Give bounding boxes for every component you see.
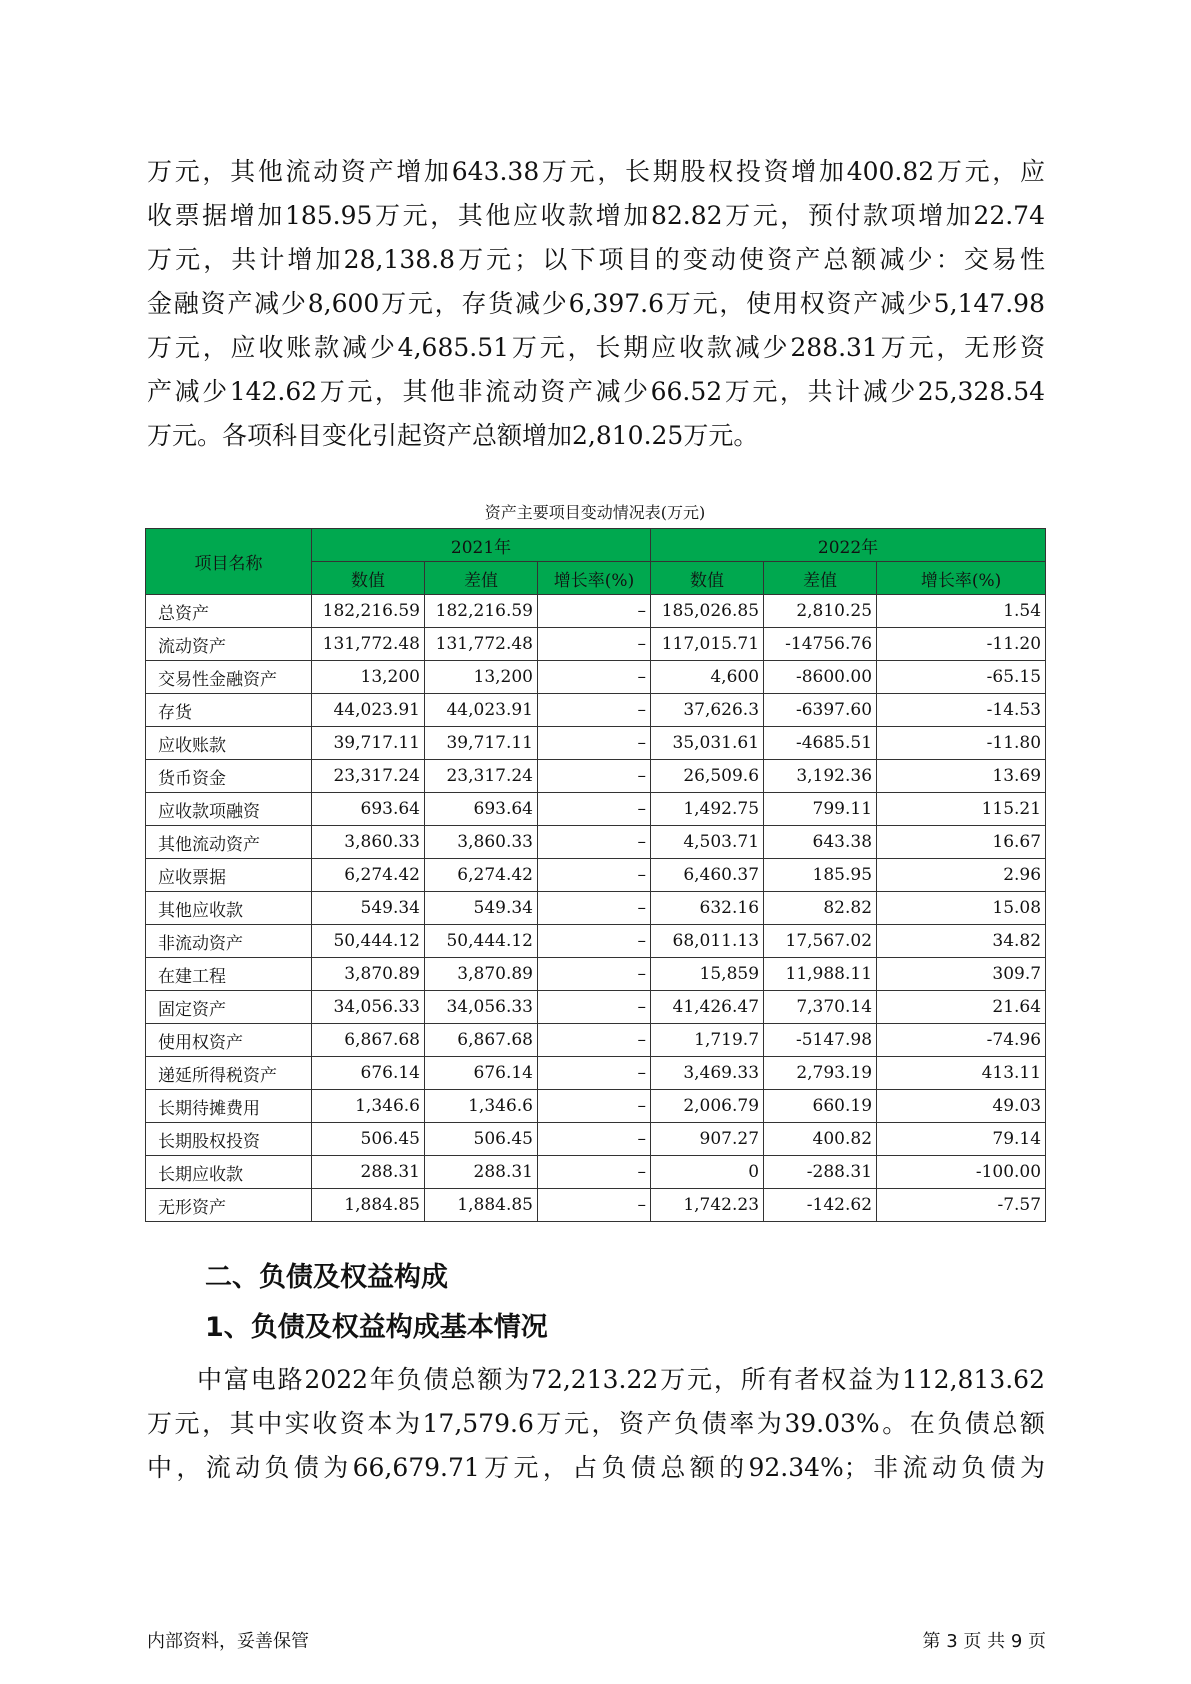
row-name-cell: 应收款项融资	[146, 793, 312, 826]
table-row	[146, 892, 1046, 925]
diff-2022-cell: 643.38	[764, 826, 877, 859]
row-name-cell: 长期股权投资	[146, 1123, 312, 1156]
diff-2022-cell: 400.82	[764, 1123, 877, 1156]
value-2022-cell: 1,492.75	[651, 793, 764, 826]
diff-2022-cell: 7,370.14	[764, 991, 877, 1024]
row-name-cell: 递延所得税资产	[146, 1057, 312, 1090]
diff-2022-cell: 17,567.02	[764, 925, 877, 958]
row-name-cell: 使用权资产	[146, 1024, 312, 1057]
rate-2021-cell: –	[538, 826, 651, 859]
rate-2022-cell: -14.53	[877, 694, 1046, 727]
row-name-cell: 存货	[146, 694, 312, 727]
value-2021-cell: 44,023.91	[312, 694, 425, 727]
paragraph-line: 中富电路2022年负债总额为72,213.22万元，所有者权益为112,813.62	[197, 1365, 1045, 1394]
row-name-cell: 长期应收款	[146, 1156, 312, 1189]
table-row	[146, 826, 1046, 859]
table-row	[146, 958, 1046, 991]
diff-2022-cell: -288.31	[764, 1156, 877, 1189]
row-name-cell: 交易性金融资产	[146, 661, 312, 694]
value-2021-cell: 676.14	[312, 1057, 425, 1090]
table-row	[146, 628, 1046, 661]
table-row	[146, 793, 1046, 826]
diff-2022-cell: 82.82	[764, 892, 877, 925]
diff-2021-cell: 182,216.59	[425, 595, 538, 628]
liability-paragraph	[147, 1358, 1045, 1490]
rate-2022-cell: 413.11	[877, 1057, 1046, 1090]
rate-2021-cell: –	[538, 760, 651, 793]
header-diff-2021: 差值	[425, 562, 538, 595]
diff-2022-cell: -6397.60	[764, 694, 877, 727]
section-heading: 二、负债及权益构成	[205, 1262, 448, 1293]
table-row	[146, 991, 1046, 1024]
value-2021-cell: 1,884.85	[312, 1189, 425, 1222]
table-row	[146, 1156, 1046, 1189]
rate-2022-cell: 49.03	[877, 1090, 1046, 1123]
footer-confidential-note: 内部资料，妥善保管	[147, 1631, 309, 1652]
row-name-cell: 应收账款	[146, 727, 312, 760]
diff-2021-cell: 3,860.33	[425, 826, 538, 859]
table-row	[146, 925, 1046, 958]
value-2022-cell: 26,509.6	[651, 760, 764, 793]
rate-2022-cell: 16.67	[877, 826, 1046, 859]
rate-2021-cell: –	[538, 859, 651, 892]
row-name-cell: 在建工程	[146, 958, 312, 991]
row-name-cell: 其他应收款	[146, 892, 312, 925]
diff-2022-cell: 660.19	[764, 1090, 877, 1123]
rate-2022-cell: -65.15	[877, 661, 1046, 694]
diff-2021-cell: 13,200	[425, 661, 538, 694]
table-row	[146, 760, 1046, 793]
paragraph-line: 万元，共计增加28,138.8万元；以下项目的变动使资产总额减少：交易性	[147, 245, 1045, 274]
diff-2021-cell: 549.34	[425, 892, 538, 925]
row-name-cell: 无形资产	[146, 1189, 312, 1222]
value-2022-cell: 4,600	[651, 661, 764, 694]
asset-change-paragraph	[147, 150, 1045, 458]
diff-2021-cell: 1,884.85	[425, 1189, 538, 1222]
diff-2021-cell: 506.45	[425, 1123, 538, 1156]
rate-2021-cell: –	[538, 958, 651, 991]
rate-2022-cell: -11.80	[877, 727, 1046, 760]
row-name-cell: 流动资产	[146, 628, 312, 661]
value-2021-cell: 34,056.33	[312, 991, 425, 1024]
value-2021-cell: 182,216.59	[312, 595, 425, 628]
rate-2022-cell: -100.00	[877, 1156, 1046, 1189]
value-2021-cell: 693.64	[312, 793, 425, 826]
value-2021-cell: 13,200	[312, 661, 425, 694]
row-name-cell: 固定资产	[146, 991, 312, 1024]
diff-2022-cell: -8600.00	[764, 661, 877, 694]
diff-2022-cell: -5147.98	[764, 1024, 877, 1057]
diff-2021-cell: 39,717.11	[425, 727, 538, 760]
value-2021-cell: 549.34	[312, 892, 425, 925]
paragraph-line: 万元，应收账款减少4,685.51万元，长期应收款减少288.31万元，无形资	[147, 333, 1045, 362]
value-2021-cell: 50,444.12	[312, 925, 425, 958]
row-name-cell: 长期待摊费用	[146, 1090, 312, 1123]
rate-2021-cell: –	[538, 1123, 651, 1156]
paragraph-line: 中，流动负债为66,679.71万元，占负债总额的92.34%；非流动负债为	[147, 1453, 1045, 1482]
diff-2021-cell: 50,444.12	[425, 925, 538, 958]
rate-2021-cell: –	[538, 1156, 651, 1189]
value-2022-cell: 4,503.71	[651, 826, 764, 859]
value-2022-cell: 2,006.79	[651, 1090, 764, 1123]
diff-2022-cell: 185.95	[764, 859, 877, 892]
rate-2021-cell: –	[538, 1090, 651, 1123]
rate-2022-cell: -74.96	[877, 1024, 1046, 1057]
diff-2021-cell: 44,023.91	[425, 694, 538, 727]
rate-2022-cell: 115.21	[877, 793, 1046, 826]
value-2021-cell: 131,772.48	[312, 628, 425, 661]
value-2022-cell: 41,426.47	[651, 991, 764, 1024]
rate-2022-cell: 21.64	[877, 991, 1046, 1024]
diff-2021-cell: 6,867.68	[425, 1024, 538, 1057]
rate-2021-cell: –	[538, 892, 651, 925]
table-row	[146, 1057, 1046, 1090]
value-2022-cell: 907.27	[651, 1123, 764, 1156]
row-name-cell: 其他流动资产	[146, 826, 312, 859]
paragraph-line: 万元，其中实收资本为17,579.6万元，资产负债率为39.03%。在负债总额	[147, 1409, 1045, 1438]
header-value-2022: 数值	[651, 562, 764, 595]
paragraph-line: 万元。各项科目变化引起资产总额增加2,810.25万元。	[147, 421, 759, 450]
header-rate-2022: 增长率(%)	[877, 562, 1046, 595]
diff-2021-cell: 676.14	[425, 1057, 538, 1090]
value-2021-cell: 3,860.33	[312, 826, 425, 859]
value-2022-cell: 1,742.23	[651, 1189, 764, 1222]
value-2022-cell: 185,026.85	[651, 595, 764, 628]
table-row	[146, 1090, 1046, 1123]
rate-2022-cell: 15.08	[877, 892, 1046, 925]
value-2021-cell: 23,317.24	[312, 760, 425, 793]
paragraph-line: 万元，其他流动资产增加643.38万元，长期股权投资增加400.82万元，应	[147, 157, 1045, 186]
value-2021-cell: 288.31	[312, 1156, 425, 1189]
rate-2022-cell: 1.54	[877, 595, 1046, 628]
table-row	[146, 694, 1046, 727]
asset-change-table	[145, 528, 1046, 1222]
value-2022-cell: 117,015.71	[651, 628, 764, 661]
table-row	[146, 1123, 1046, 1156]
table-row	[146, 595, 1046, 628]
rate-2021-cell: –	[538, 1057, 651, 1090]
rate-2021-cell: –	[538, 991, 651, 1024]
paragraph-line: 产减少142.62万元，其他非流动资产减少66.52万元，共计减少25,328.54	[147, 377, 1045, 406]
row-name-cell: 总资产	[146, 595, 312, 628]
diff-2022-cell: -142.62	[764, 1189, 877, 1222]
table-row	[146, 1024, 1046, 1057]
value-2022-cell: 37,626.3	[651, 694, 764, 727]
header-diff-2022: 差值	[764, 562, 877, 595]
table-row	[146, 661, 1046, 694]
header-value-2021: 数值	[312, 562, 425, 595]
diff-2021-cell: 288.31	[425, 1156, 538, 1189]
row-name-cell: 非流动资产	[146, 925, 312, 958]
table-caption: 资产主要项目变动情况表(万元)	[484, 503, 706, 522]
rate-2021-cell: –	[538, 1189, 651, 1222]
diff-2021-cell: 131,772.48	[425, 628, 538, 661]
header-item-name: 项目名称	[146, 529, 312, 595]
value-2021-cell: 6,867.68	[312, 1024, 425, 1057]
diff-2022-cell: -14756.76	[764, 628, 877, 661]
diff-2022-cell: -4685.51	[764, 727, 877, 760]
row-name-cell: 货币资金	[146, 760, 312, 793]
value-2022-cell: 6,460.37	[651, 859, 764, 892]
diff-2022-cell: 799.11	[764, 793, 877, 826]
rate-2022-cell: -11.20	[877, 628, 1046, 661]
rate-2021-cell: –	[538, 1024, 651, 1057]
diff-2022-cell: 3,192.36	[764, 760, 877, 793]
value-2022-cell: 35,031.61	[651, 727, 764, 760]
value-2022-cell: 632.16	[651, 892, 764, 925]
diff-2021-cell: 23,317.24	[425, 760, 538, 793]
diff-2021-cell: 6,274.42	[425, 859, 538, 892]
value-2022-cell: 15,859	[651, 958, 764, 991]
value-2021-cell: 6,274.42	[312, 859, 425, 892]
value-2021-cell: 3,870.89	[312, 958, 425, 991]
paragraph-line: 收票据增加185.95万元，其他应收款增加82.82万元，预付款项增加22.74	[147, 201, 1045, 230]
rate-2021-cell: –	[538, 628, 651, 661]
diff-2022-cell: 11,988.11	[764, 958, 877, 991]
rate-2022-cell: 79.14	[877, 1123, 1046, 1156]
rate-2022-cell: -7.57	[877, 1189, 1046, 1222]
rate-2022-cell: 13.69	[877, 760, 1046, 793]
value-2022-cell: 68,011.13	[651, 925, 764, 958]
value-2021-cell: 506.45	[312, 1123, 425, 1156]
header-year-2021: 2021年	[312, 529, 651, 562]
diff-2021-cell: 1,346.6	[425, 1090, 538, 1123]
rate-2022-cell: 309.7	[877, 958, 1046, 991]
diff-2021-cell: 3,870.89	[425, 958, 538, 991]
table-row	[146, 727, 1046, 760]
header-year-2022: 2022年	[651, 529, 1046, 562]
diff-2021-cell: 34,056.33	[425, 991, 538, 1024]
rate-2021-cell: –	[538, 727, 651, 760]
value-2021-cell: 1,346.6	[312, 1090, 425, 1123]
paragraph-line: 金融资产减少8,600万元，存货减少6,397.6万元，使用权资产减少5,147.98	[147, 289, 1045, 318]
value-2022-cell: 1,719.7	[651, 1024, 764, 1057]
value-2022-cell: 0	[651, 1156, 764, 1189]
table-row	[146, 1189, 1046, 1222]
value-2022-cell: 3,469.33	[651, 1057, 764, 1090]
row-name-cell: 应收票据	[146, 859, 312, 892]
subsection-heading: 1、负债及权益构成基本情况	[205, 1312, 548, 1343]
rate-2021-cell: –	[538, 925, 651, 958]
diff-2022-cell: 2,810.25	[764, 595, 877, 628]
rate-2021-cell: –	[538, 661, 651, 694]
table-row	[146, 859, 1046, 892]
value-2021-cell: 39,717.11	[312, 727, 425, 760]
rate-2022-cell: 2.96	[877, 859, 1046, 892]
header-rate-2021: 增长率(%)	[538, 562, 651, 595]
diff-2022-cell: 2,793.19	[764, 1057, 877, 1090]
diff-2021-cell: 693.64	[425, 793, 538, 826]
rate-2021-cell: –	[538, 793, 651, 826]
rate-2021-cell: –	[538, 595, 651, 628]
rate-2022-cell: 34.82	[877, 925, 1046, 958]
footer-page-number: 第 3 页 共 9 页	[922, 1631, 1046, 1652]
rate-2021-cell: –	[538, 694, 651, 727]
